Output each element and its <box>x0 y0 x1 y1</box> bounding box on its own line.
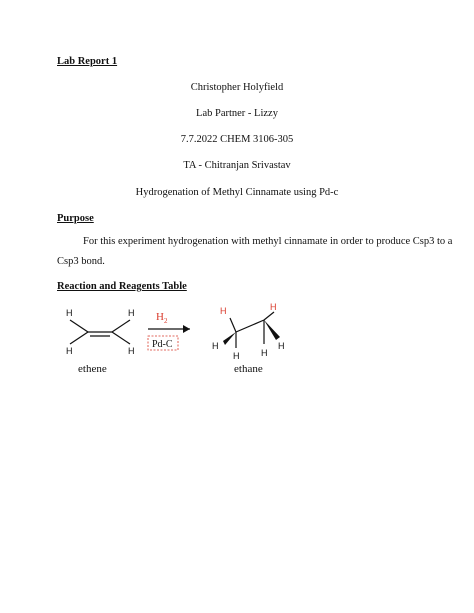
ethene-h-top-left: H <box>66 308 73 318</box>
reagent-h2: $H_2$ <box>156 311 168 325</box>
ethane-h-red-left: H <box>220 306 227 316</box>
purpose-text-line-1: For this experiment hydrogenation with methyl cinnamate in order to produce Csp3 to a <box>83 236 453 247</box>
ethene-label: ethene <box>78 363 107 375</box>
ethene-structure <box>70 320 130 344</box>
reagent-pd-c: Pd-C <box>152 339 173 350</box>
ethene-h-bottom-left: H <box>66 346 73 356</box>
date-course: 7.7.2022 CHEM 3106-305 <box>180 134 294 145</box>
reaction-scheme <box>40 296 340 386</box>
ethane-h-red-right: H <box>270 302 277 312</box>
reaction-arrow-head <box>183 325 190 333</box>
reaction-heading: Reaction and Reagents Table <box>57 281 187 292</box>
ethane-h-bottom-left: H <box>233 351 240 361</box>
ethene-h-top-right: H <box>128 308 135 318</box>
purpose-heading: Purpose <box>57 213 94 224</box>
lab-partner: Lab Partner - Lizzy <box>196 108 278 119</box>
report-title: Lab Report 1 <box>57 56 118 67</box>
ethane-h-bottom-right: H <box>261 348 268 358</box>
ethane-wedge-right <box>264 320 280 340</box>
ethane-h-right: H <box>278 341 285 351</box>
ethene-h-bottom-right: H <box>128 346 135 356</box>
ethane-wedge-left <box>223 332 236 345</box>
ethane-label: ethane <box>234 363 263 375</box>
ethane-h-left: H <box>212 341 219 351</box>
ethane-structure <box>230 312 274 348</box>
experiment-title: Hydrogenation of Methyl Cinnamate using Pd-c <box>135 187 339 198</box>
purpose-text-line-2: Csp3 bond. <box>57 256 105 267</box>
ta-name: TA - Chitranjan Srivastav <box>183 160 291 171</box>
author-name: Christopher Holyfield <box>190 82 284 93</box>
